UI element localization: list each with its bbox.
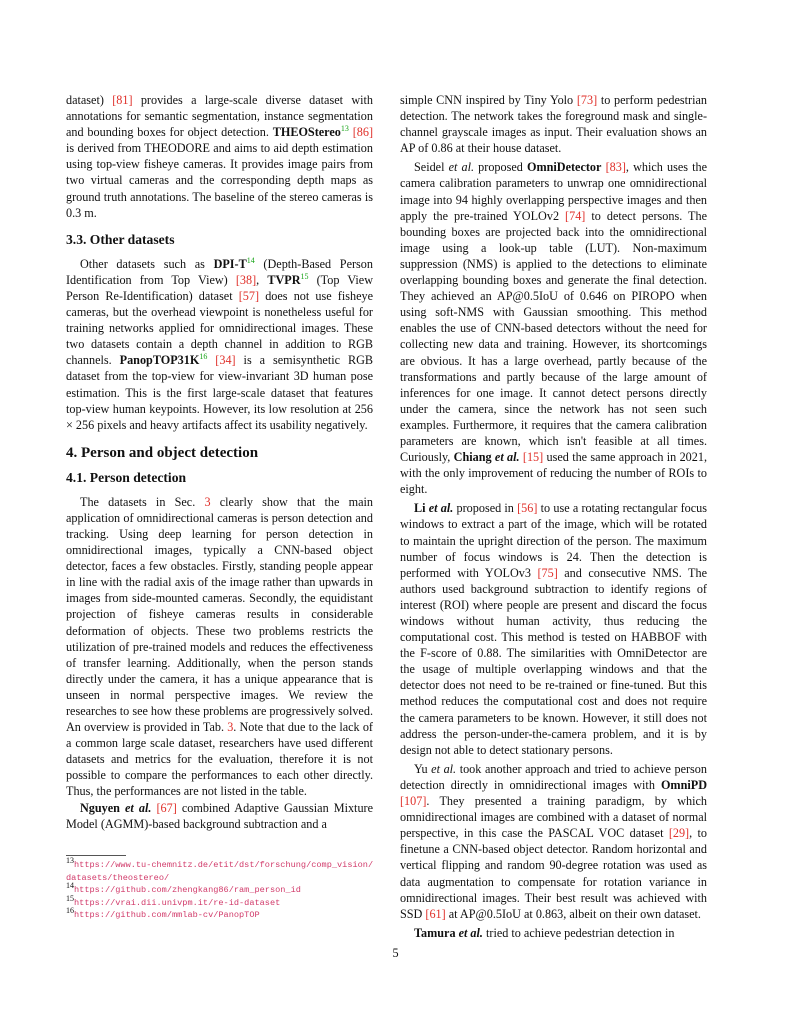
et-al: et al. xyxy=(458,925,483,940)
et-al: et al. xyxy=(125,800,152,815)
text: , which uses the camera calibration parameters to unwrap one omnidirectional image into 94 highly overlapping perspective images and then apply the pre-trained YOLOv2 xyxy=(400,160,707,223)
citation-link[interactable]: [75] xyxy=(537,565,558,580)
text: used the same approach in 2021, with the only improvement of reducing the number of ROIs to eight. xyxy=(400,450,707,497)
et-al: et al. xyxy=(494,450,520,465)
text: Other datasets such as xyxy=(80,256,214,271)
section-heading-other-datasets: 3.3. Other datasets xyxy=(66,231,175,247)
text: (Depth-Based Person Identification from Top View) xyxy=(66,256,373,287)
text: Yu xyxy=(414,761,432,776)
text: . Note that due to the lack of a common large scale dataset, researchers have used different datasets and metrics for the evaluation, therefore it is not possible to compare the performances to each other directly. Thus, the performances are not listed in the table. xyxy=(66,720,373,799)
text: to use a rotating rectangular focus windows to extract a part of the image, which will be rotated to maintain the upright direction of the person. The maximum number of focus windows is 24. Then the detection is performed with YOLOv3 xyxy=(400,501,708,580)
section-heading-person-object-detection: 4. Person and object detection xyxy=(66,444,259,461)
text: is a semisynthetic RGB dataset from the top-view for view-invariant 3D human pose estimation. This is the first large-scale dataset that features top-view human keypoints. However, its low resolution at 256 × 256 pixels and heavy artifacts affect its usability negatively. xyxy=(66,353,374,432)
author-name: Li xyxy=(414,501,429,516)
table-ref-link[interactable]: 3 xyxy=(227,720,234,735)
paragraph-yu-omnipd xyxy=(400,761,707,922)
footnotes xyxy=(66,855,376,922)
citation-link[interactable]: [61] xyxy=(425,906,446,921)
text: dataset) xyxy=(66,93,113,107)
footnote-16 xyxy=(66,906,376,922)
citation-link[interactable]: [56] xyxy=(517,501,538,516)
left-column xyxy=(66,92,373,832)
section-ref-link[interactable]: 3 xyxy=(204,494,211,509)
text: , xyxy=(256,272,268,287)
paragraph-nguyen xyxy=(66,800,373,832)
citation-link[interactable]: [86] xyxy=(352,125,374,140)
footnote-marker[interactable]: 15 xyxy=(300,271,309,281)
text: does not use fisheye cameras, but the overhead viewpoint is nonetheless useful for training networks applied for omnidirectional images. These two datasets contain a depth channel in addition to RGB channels. xyxy=(66,288,373,368)
footnote-url[interactable]: https://github.com/zhengkang86/ram_person_id xyxy=(74,885,301,896)
footnote-number: 15 xyxy=(66,893,74,903)
et-al: et al. xyxy=(428,501,454,516)
footnote-13 xyxy=(66,855,376,884)
text: is derived from THEODORE and aims to aid depth estimation using top-view fisheye cameras. It provides image pairs from two virtual cameras and the corresponding depth maps as ground truth annotations. The baseline of the stereo cameras is xyxy=(66,141,373,204)
dataset-name: TVPR xyxy=(267,272,301,287)
citation-link[interactable]: [34] xyxy=(215,353,236,368)
paragraph-li xyxy=(400,500,707,758)
footnote-marker[interactable]: 13 xyxy=(340,124,349,134)
et-al: et al. xyxy=(431,761,457,776)
text: Seidel xyxy=(414,160,449,175)
citation-link[interactable]: [73] xyxy=(576,93,598,107)
footnote-url[interactable]: https://vrai.dii.univpm.it/re-id-dataset xyxy=(74,897,281,908)
text: (Top View Person Re-Identification) dataset xyxy=(66,272,373,303)
citation-link[interactable]: [81] xyxy=(112,93,133,107)
text: and consecutive NMS. The authors used background subtraction to identify regions of interest (ROI) where people are present and discard the focus windows without human activity, thus reducing the computational cost. This method is tested on HABBOF with the F-score of 0.88. The similarities with OmniDetector are the usage of multiple overlapping windows and that the detector does not need to be re-trained or fine-tuned. But this method reduces the computational cost and does not require the camera parameters to be known. However, it still does not address the person-under-the-camera problem, and it is by design not able to detect stationary persons. xyxy=(400,565,707,757)
text: proposed xyxy=(474,160,527,175)
footnote-url[interactable]: https://www.tu-chemnitz.de/etit/dst/forschung/comp_vision/datasets/theostereo/ xyxy=(66,860,374,883)
citation-link[interactable]: [83] xyxy=(605,160,626,175)
subsection-heading-person-detection: 4.1. Person detection xyxy=(66,469,187,485)
citation-link[interactable]: [29] xyxy=(668,826,690,841)
text: took another approach and tried to achieve person detection directly in omnidirectional images with xyxy=(400,761,707,792)
paragraph-omnidetector xyxy=(400,159,707,497)
dataset-name: PanopTOP31K xyxy=(119,353,200,368)
paragraph-tamura xyxy=(400,925,707,941)
footnote-url[interactable]: https://github.com/mmlab-cv/PanopTOP xyxy=(74,910,260,921)
footnote-number: 13 xyxy=(66,855,74,865)
page-number: 5 xyxy=(392,946,399,960)
text: provides a large-scale diverse dataset with annotations for semantic segmentation, instance segmentation and bounding boxes for object detection. xyxy=(66,93,373,140)
method-name: OmniPD xyxy=(660,777,707,792)
et-al: et al. xyxy=(448,160,475,175)
text: . xyxy=(93,205,97,220)
citation-link[interactable]: [67] xyxy=(156,800,177,815)
author-name: Tamura xyxy=(414,925,459,940)
paragraph-person-detection-intro xyxy=(66,494,373,800)
citation-link[interactable]: [57] xyxy=(238,288,260,303)
dataset-name: THEOStereo xyxy=(272,125,341,140)
footnote-number: 16 xyxy=(66,906,74,916)
paragraph-theostereo xyxy=(66,92,373,221)
footnote-marker[interactable]: 16 xyxy=(199,352,208,362)
dataset-name: DPI-T xyxy=(213,256,247,271)
text: at AP@0.5IoU at 0.863, albeit on their own dataset. xyxy=(445,906,701,921)
paragraph-tiny-yolo xyxy=(400,92,707,156)
text: tried to achieve pedestrian detection in xyxy=(482,925,675,940)
method-name: OmniDetector xyxy=(526,160,602,175)
text: clearly show that the main application of omnidirectional cameras is person detection and tracking. Using deep learning for person detection in omnidirectional images, typically a CNN-based object detector, faces a few obstacles. Firstly, standing people appear in line with the radial axis of the image rather than upwards in images from side-mounted cameras. Secondly, the equidistant projection of fisheye cameras results in considerable deformation of objects. These two problems restricts the utilization of pre-trained models and reduces the effectiveness of transfer learning. Additionally, when the person stands directly under the camera, it has a unique appearance that is unseen in normal perspective images. We review the researches to see how these problems are progressively solved. An overview is provided in Tab. xyxy=(66,494,373,735)
text: . They presented a training paradigm, by which omnidirectional images are combined with a dataset of normal perspective, in this case the PASCAL VOC dataset xyxy=(400,794,707,841)
text: The datasets in Sec. xyxy=(80,494,205,509)
footnote-14 xyxy=(66,881,376,897)
citation-link[interactable]: [38] xyxy=(235,272,257,287)
citation-link[interactable]: [74] xyxy=(565,208,586,223)
author-name: Chiang xyxy=(453,450,495,465)
text: 0.3 m xyxy=(66,205,94,220)
footnote-divider xyxy=(66,855,126,856)
footnote-marker[interactable]: 14 xyxy=(246,255,255,265)
text: , to finetune a CNN-based object detector. Random horizontal and vertical flipping and random 90-degree rotation was used as data augmentation to compensate for rotation variance in omnidirectional images. Their best result was achieved with SSD xyxy=(400,826,708,921)
paragraph-other-datasets xyxy=(66,256,373,433)
text: simple CNN inspired by Tiny Yolo xyxy=(400,93,577,107)
right-column xyxy=(400,92,707,941)
text: combined Adaptive Gaussian Mixture Model (AGMM)-based background subtraction and a xyxy=(66,800,373,831)
text: to detect persons. The bounding boxes are projected back into the omnidirectional image using a look-up table (LUT). Non-maximum suppression (NMS) is applied to the detections to eliminate overlapping bounding boxes and generate the final detection. They achieved an AP@0.5IoU of 0.646 on PIROPO when using soft-NMS with Gaussian smoothing. This method enables the use of CNN-based detectors without the need for collecting new data and training. However, its shortcomings are obvious. It has a large overhead, partly because of the transformations and partly because of the large amount of inferences for one image. It cannot detect persons directly under the camera, since the network has not seen such examples. Furthermore, it requires that the camera calibration parameters are known, which isn't feasible at all times. Curiously, xyxy=(400,208,707,465)
citation-link[interactable]: [15] xyxy=(522,450,544,465)
text: to perform pedestrian detection. The network takes the foreground mask and single-channel grayscale images as input. Their evaluation shows an AP of 0.86 at their house dataset. xyxy=(400,93,707,156)
footnote-15 xyxy=(66,893,376,910)
text: proposed in xyxy=(453,501,518,516)
footnote-number: 14 xyxy=(66,881,74,891)
citation-link[interactable]: [107] xyxy=(400,794,427,809)
author-name: Nguyen xyxy=(80,800,126,815)
